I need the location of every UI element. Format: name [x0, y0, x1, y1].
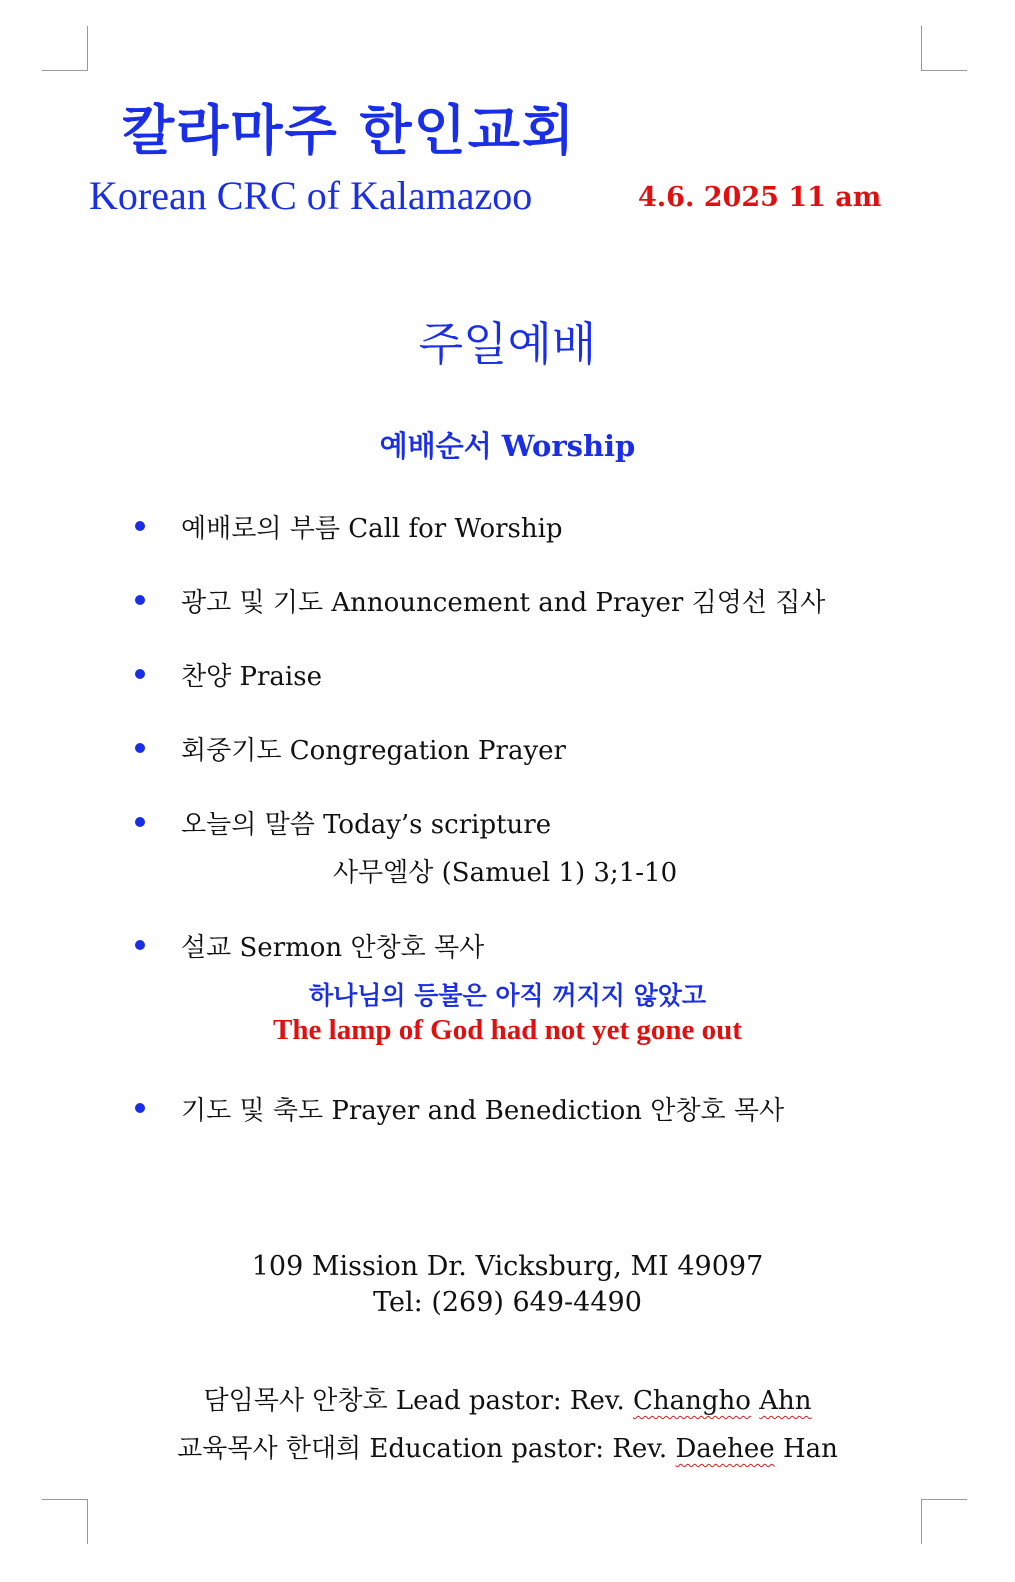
list-item-label: 예배로의 부름 Call for Worship: [181, 514, 563, 544]
list-item-label: 찬양 Praise: [181, 662, 322, 692]
crop-mark-top-left-v: [87, 26, 88, 70]
scripture-reference: 사무엘상 (Samuel 1) 3;1-10: [332, 858, 678, 888]
bullet-icon: [135, 817, 145, 827]
crop-mark-top-right-v: [921, 26, 922, 70]
bullet-icon: [135, 1103, 145, 1113]
list-item: [135, 582, 935, 616]
crop-mark-bottom-right-v: [921, 1499, 922, 1544]
education-pastor-prefix: 교육목사 한대희 Education pastor: Rev.: [177, 1434, 676, 1464]
church-address: 109 Mission Dr. Vicksburg, MI 49097: [251, 1251, 764, 1282]
list-item-label: 설교 Sermon 안창호 목사: [181, 933, 485, 963]
sermon-title-korean: 하나님의 등불은 아직 꺼지지 않았고: [308, 981, 707, 1010]
education-pastor-last-name: Han: [782, 1434, 838, 1464]
list-item: [135, 804, 935, 838]
service-date: 4.6. 2025 11 am: [638, 182, 882, 213]
bullet-icon: [135, 669, 145, 679]
church-name-english: Korean CRC of Kalamazoo: [89, 173, 533, 218]
list-item: [135, 508, 935, 542]
list-item: [135, 1090, 935, 1124]
crop-mark-bottom-left-v: [87, 1499, 88, 1544]
church-name-korean: 칼라마주 한인교회: [122, 99, 577, 162]
education-pastor-first-name: Daehee: [675, 1434, 775, 1464]
list-item-label: 기도 및 축도 Prayer and Benediction 안창호 목사: [181, 1096, 785, 1126]
education-pastor-line: [0, 1428, 1015, 1465]
lead-pastor-line: [0, 1380, 1015, 1417]
crop-mark-bottom-left-h: [42, 1499, 88, 1500]
bullet-icon: [135, 743, 145, 753]
sermon-title-english: The lamp of God had not yet gone out: [273, 1014, 742, 1046]
list-item: [135, 927, 935, 961]
crop-mark-top-left-h: [42, 70, 88, 71]
list-item: [135, 730, 935, 764]
bullet-icon: [135, 521, 145, 531]
church-phone: Tel: (269) 649-4490: [373, 1287, 642, 1318]
list-item-label: 광고 및 기도 Announcement and Prayer 김영선 집사: [181, 588, 826, 618]
lead-pastor-prefix: 담임목사 안창호 Lead pastor: Rev.: [203, 1386, 634, 1416]
list-item-label: 오늘의 말씀 Today’s scripture: [181, 810, 552, 840]
lead-pastor-first-name: Changho: [633, 1386, 751, 1416]
bullet-icon: [135, 940, 145, 950]
crop-mark-top-right-h: [921, 70, 967, 71]
crop-mark-bottom-right-h: [921, 1499, 967, 1500]
lead-pastor-last-name: Ahn: [759, 1386, 812, 1416]
bullet-icon: [135, 595, 145, 605]
service-title: 주일예배: [418, 317, 597, 371]
order-of-worship-title: 예배순서 Worship: [379, 429, 636, 463]
list-item-label: 회중기도 Congregation Prayer: [181, 736, 566, 766]
list-item: [135, 656, 935, 690]
